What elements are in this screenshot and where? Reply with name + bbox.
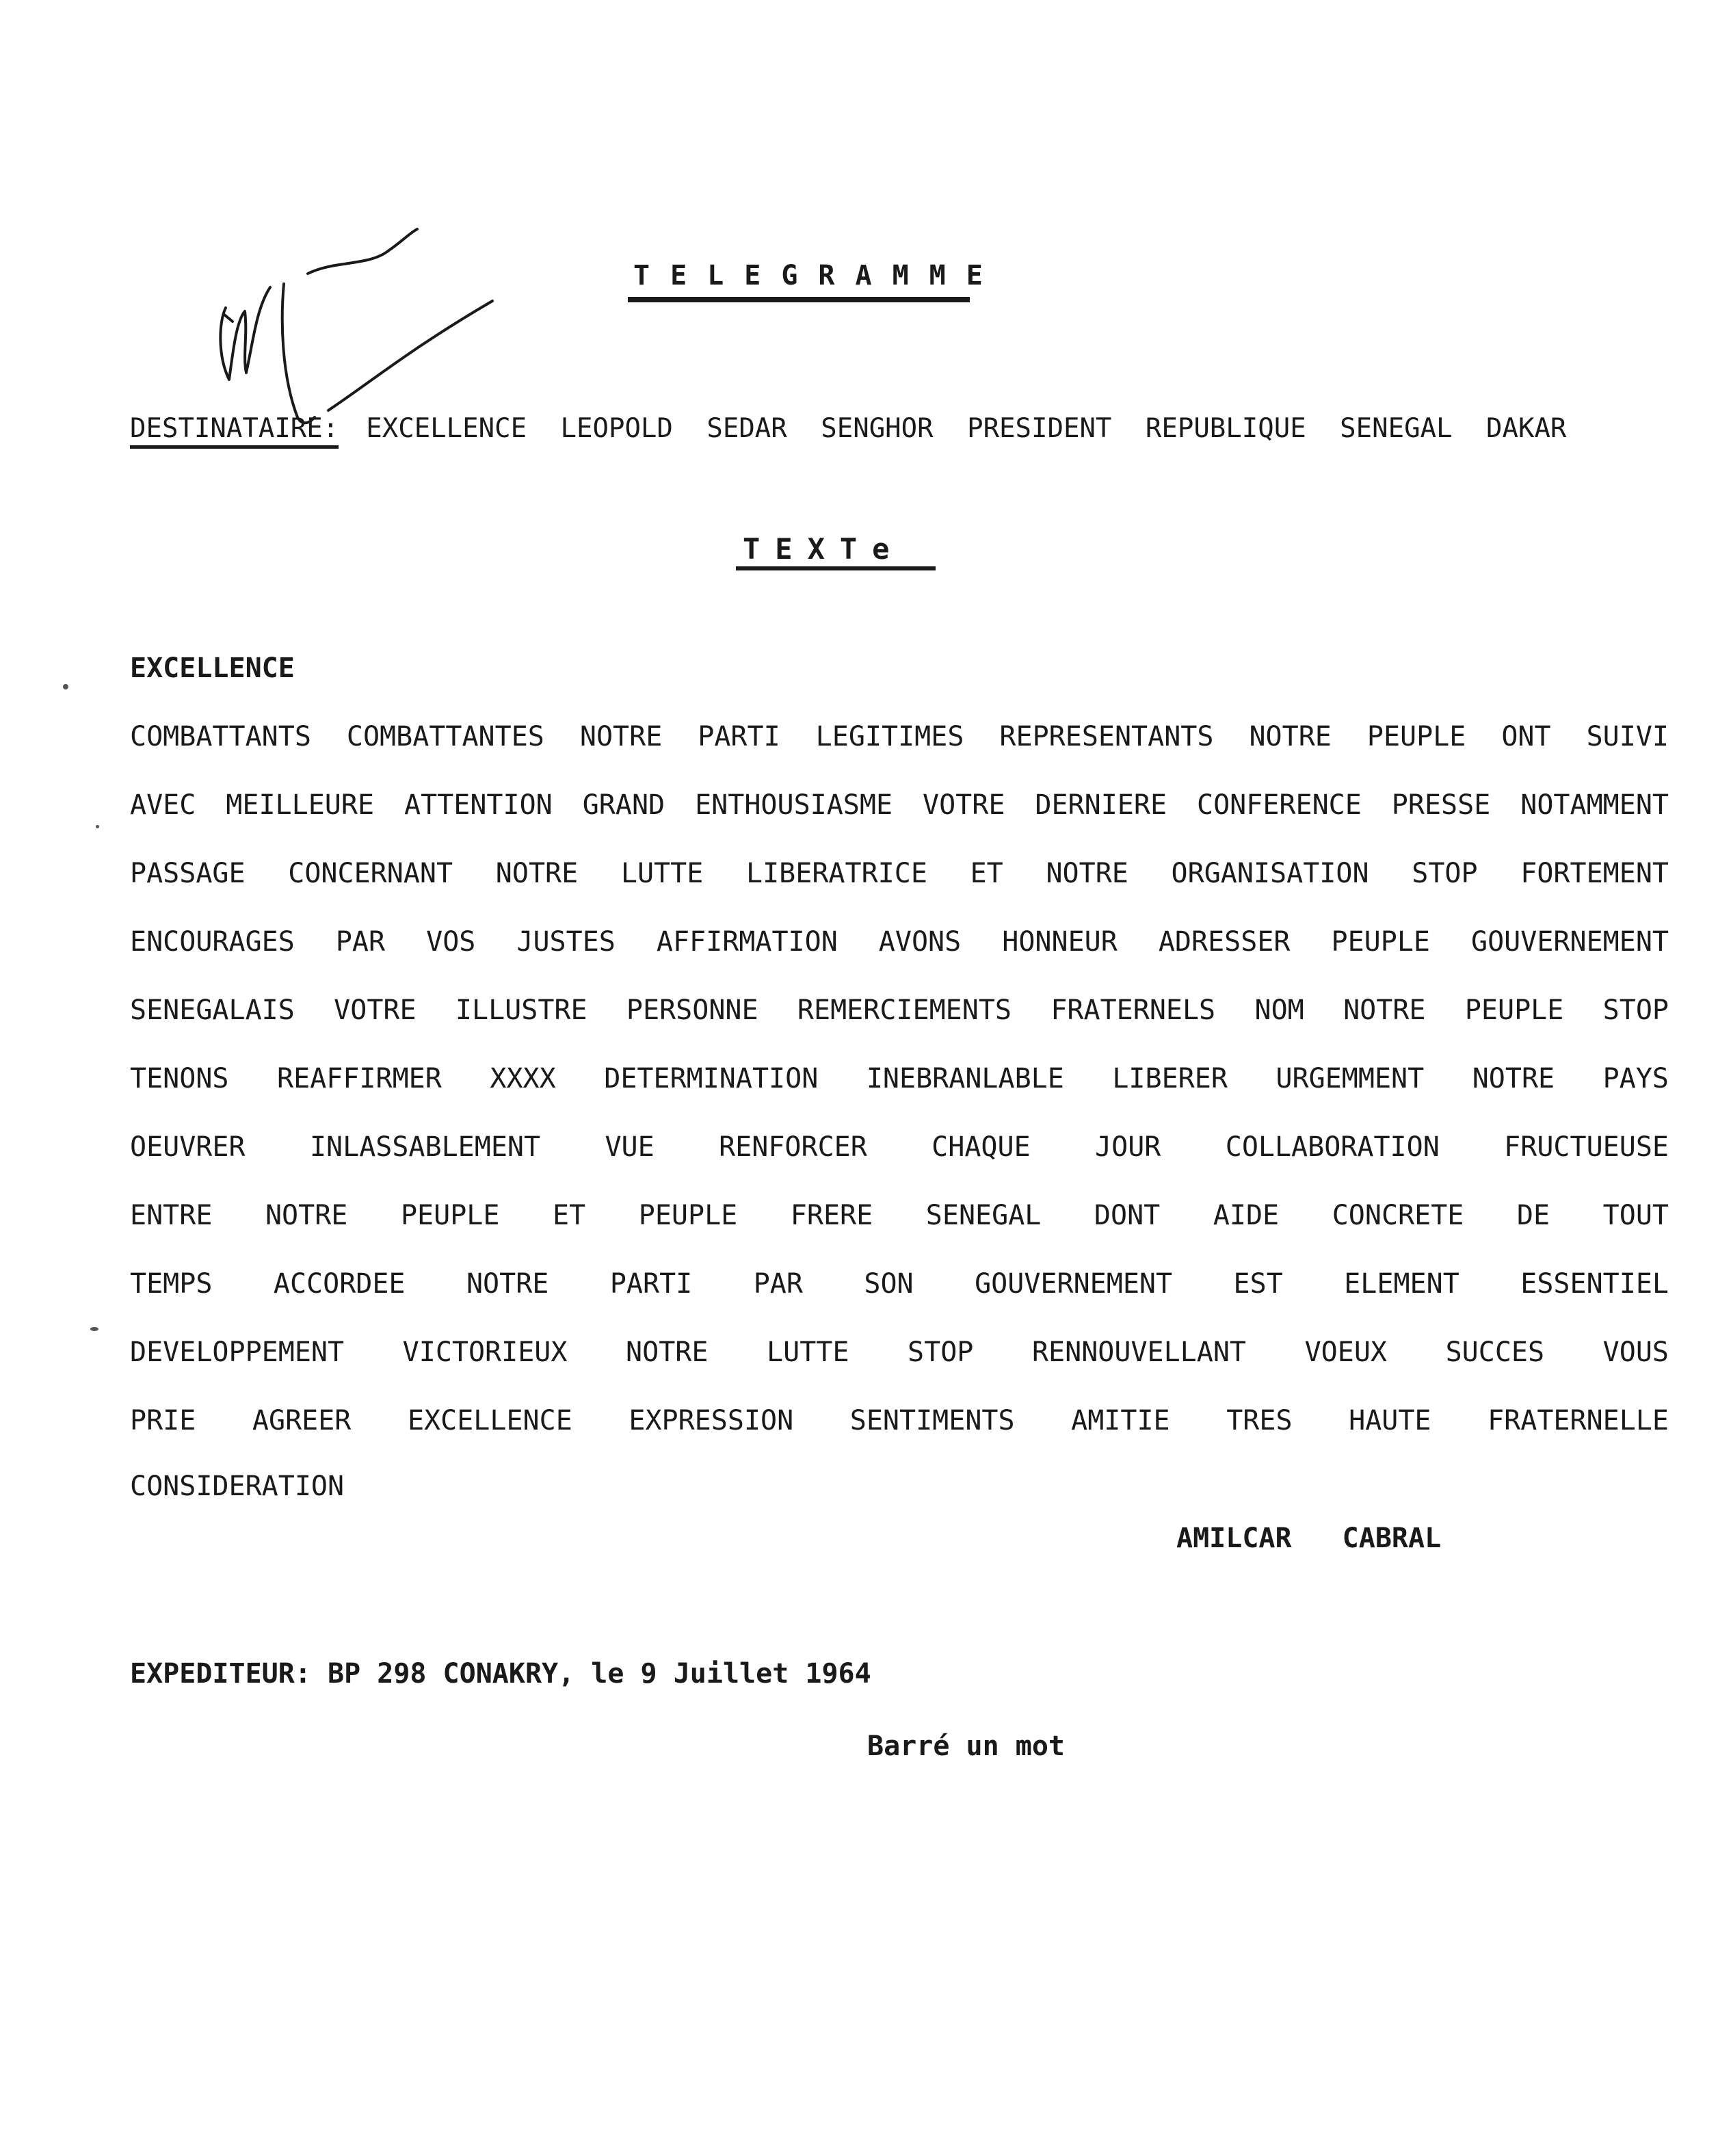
recipient-line — [130, 413, 1703, 449]
message-line: ENTRE NOTRE PEUPLE ET PEUPLE FRERE SENEGAL DONT AIDE CONCRETE DE TOUT — [130, 1200, 1669, 1231]
title-underline — [628, 297, 970, 302]
recipient-label: DESTINATAIRE: — [130, 413, 339, 449]
signatory-name: AMILCAR CABRAL — [1176, 1523, 1442, 1554]
correction-note: Barré un mot — [867, 1731, 1065, 1762]
sender-line: EXPEDITEUR: BP 298 CONAKRY, le 9 Juillet 1964 — [130, 1658, 871, 1690]
document-title: TELEGRAMME — [633, 260, 1003, 291]
salutation: EXCELLENCE — [130, 653, 295, 684]
message-line: CONSIDERATION — [130, 1471, 345, 1502]
message-line: DEVELOPPEMENT VICTORIEUX NOTRE LUTTE STOP RENNOUVELLANT VOEUX SUCCES VOUS — [130, 1337, 1669, 1368]
scan-speck — [90, 1327, 98, 1331]
recipient-value: EXCELLENCE LEOPOLD SEDAR SENGHOR PRESIDENT REPUBLIQUE SENEGAL DAKAR — [366, 413, 1567, 444]
message-line: ENCOURAGES PAR VOS JUSTES AFFIRMATION AVONS HONNEUR ADRESSER PEUPLE GOUVERNEMENT — [130, 926, 1669, 958]
message-line: COMBATTANTS COMBATTANTES NOTRE PARTI LEGITIMES REPRESENTANTS NOTRE PEUPLE ONT SUIVI — [130, 721, 1669, 752]
message-line: SENEGALAIS VOTRE ILLUSTRE PERSONNE REMERCIEMENTS FRATERNELS NOM NOTRE PEUPLE STOP — [130, 995, 1669, 1026]
message-line: OEUVRER INLASSABLEMENT VUE RENFORCER CHAQUE JOUR COLLABORATION FRUCTUEUSE — [130, 1131, 1669, 1163]
scan-speck — [96, 825, 99, 828]
message-line: PRIE AGREER EXCELLENCE EXPRESSION SENTIMENTS AMITIE TRES HAUTE FRATERNELLE — [130, 1405, 1669, 1436]
text-heading: TEXTe — [743, 532, 905, 566]
signature — [205, 219, 506, 438]
scan-speck — [63, 684, 68, 689]
message-line: AVEC MEILLEURE ATTENTION GRAND ENTHOUSIASME VOTRE DERNIERE CONFERENCE PRESSE NOTAMMENT — [130, 789, 1669, 821]
message-line: PASSAGE CONCERNANT NOTRE LUTTE LIBERATRICE ET NOTRE ORGANISATION STOP FORTEMENT — [130, 858, 1669, 889]
text-heading-underline — [736, 566, 936, 570]
message-line: TENONS REAFFIRMER XXXX DETERMINATION INEBRANLABLE LIBERER URGEMMENT NOTRE PAYS — [130, 1063, 1669, 1094]
message-line: TEMPS ACCORDEE NOTRE PARTI PAR SON GOUVERNEMENT EST ELEMENT ESSENTIEL — [130, 1268, 1669, 1300]
